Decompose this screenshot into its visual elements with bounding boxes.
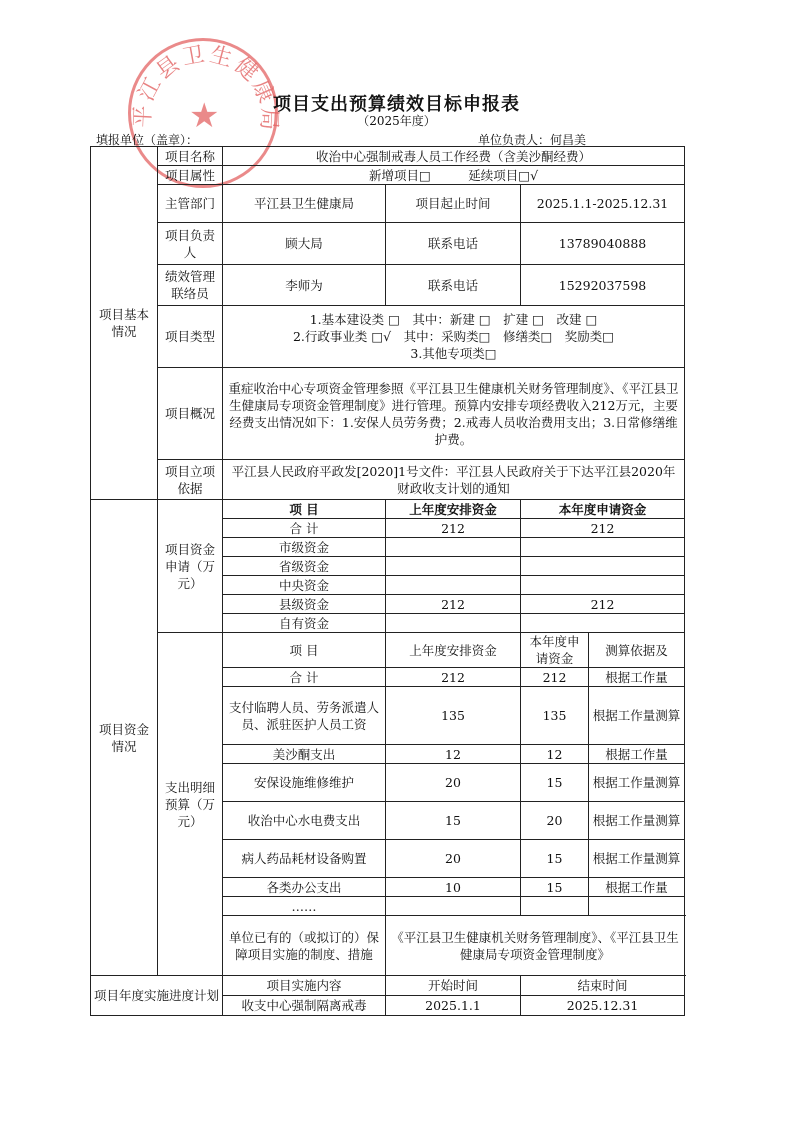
apply-header-last: 上年度安排资金: [386, 500, 521, 519]
dept-value: 平江县卫生健康局: [223, 185, 386, 223]
schedule-header-start: 开始时间: [386, 976, 521, 996]
detail-row-last: 10: [386, 878, 521, 897]
detail-row-item: 病人药品耗材设备购置: [223, 840, 386, 878]
apply-row-item: 自有资金: [223, 614, 386, 633]
detail-row-last: [386, 897, 521, 916]
basis-value: 平江县人民政府平政发[2020]1号文件：平江县人民政府关于下达平江县2020年财政收支计划的通知: [223, 460, 685, 500]
project-type-line: 1.基本建设类 □ 其中：新建 □ 扩建 □ 改建 □: [309, 312, 598, 327]
section-funds-label: 项目资金情况: [91, 500, 158, 976]
detail-row-this: [521, 897, 589, 916]
fund-apply-label: 项目资金申请（万元）: [158, 500, 223, 633]
detail-row-item: 合 计: [223, 668, 386, 687]
overview-label: 项目概况: [158, 368, 223, 460]
page-subtitle: （2025年度）: [357, 114, 436, 128]
apply-row-last: 212: [386, 519, 521, 538]
project-type-line: 3.其他专项类□: [410, 346, 497, 361]
detail-row-this: 12: [521, 745, 589, 764]
apply-row-this: [521, 576, 685, 595]
detail-header-item: 项 目: [223, 633, 386, 668]
detail-row-item: ……: [223, 897, 386, 916]
project-type-label: 项目类型: [158, 306, 223, 368]
lead-phone-value: 13789040888: [521, 223, 685, 265]
detail-row-basis: [589, 897, 685, 916]
project-attr-value: 新增项目□ 延续项目□√: [223, 166, 685, 185]
lead-label: 项目负责人: [158, 223, 223, 265]
schedule-start: 2025.1.1: [386, 996, 521, 1016]
lead-value: 顾大局: [223, 223, 386, 265]
detail-row-basis: 根据工作量测算: [589, 802, 685, 840]
apply-row-last: [386, 557, 521, 576]
project-name-label: 项目名称: [158, 147, 223, 166]
system-value: 《平江县卫生健康机关财务管理制度》、《平江县卫生健康局专项资金管理制度》: [386, 916, 685, 976]
filler-label: 填报单位（盖章）：: [96, 133, 199, 147]
detail-header-this: 本年度申请资金: [521, 633, 589, 668]
period-label: 项目起止时间: [386, 185, 521, 223]
apply-row-last: [386, 576, 521, 595]
perf-contact-value: 李师为: [223, 265, 386, 306]
perf-contact-label: 绩效管理联络员: [158, 265, 223, 306]
lead-phone-label: 联系电话: [386, 223, 521, 265]
detail-row-this: 15: [521, 840, 589, 878]
detail-row-basis: 根据工作量: [589, 668, 685, 687]
apply-row-this: [521, 557, 685, 576]
schedule-header-content: 项目实施内容: [223, 976, 386, 996]
apply-row-this: 212: [521, 595, 685, 614]
svg-text:平江县卫生健康局: 平江县卫生健康局: [131, 41, 281, 134]
detail-row-basis: 根据工作量测算: [589, 764, 685, 802]
project-type-value: [223, 306, 685, 368]
budget-form-table: [90, 146, 685, 1016]
apply-row-this: 212: [521, 519, 685, 538]
apply-row-item: 省级资金: [223, 557, 386, 576]
detail-row-this: 15: [521, 764, 589, 802]
detail-row-this: 15: [521, 878, 589, 897]
project-attr-label: 项目属性: [158, 166, 223, 185]
page-title: 项目支出预算绩效目标申报表: [273, 94, 520, 115]
apply-row-this: [521, 614, 685, 633]
detail-row-last: 20: [386, 840, 521, 878]
seal-star-icon: ★: [189, 96, 220, 136]
section-basic-label: 项目基本情况: [91, 147, 158, 500]
apply-header-this: 本年度申请资金: [521, 500, 685, 519]
project-type-line: 2.行政事业类 □√ 其中：采购类□ 修缮类□ 奖励类□: [292, 329, 615, 344]
detail-row-this: 20: [521, 802, 589, 840]
detail-row-basis: 根据工作量: [589, 878, 685, 897]
basis-label: 项目立项依据: [158, 460, 223, 500]
detail-row-basis: 根据工作量: [589, 745, 685, 764]
schedule-content: 收支中心强制隔离戒毒: [223, 996, 386, 1016]
system-label: 单位已有的（或拟订的）保障项目实施的制度、措施: [223, 916, 386, 976]
detail-header-last: 上年度安排资金: [386, 633, 521, 668]
detail-row-item: 支付临聘人员、劳务派遣人员、派驻医护人员工资: [223, 687, 386, 745]
detail-row-last: 135: [386, 687, 521, 745]
detail-row-item: 安保设施维修维护: [223, 764, 386, 802]
detail-row-last: 12: [386, 745, 521, 764]
apply-row-item: 中央资金: [223, 576, 386, 595]
dept-label: 主管部门: [158, 185, 223, 223]
apply-row-last: [386, 614, 521, 633]
schedule-label: 项目年度实施进度计划: [91, 976, 223, 1016]
schedule-end: 2025.12.31: [521, 996, 685, 1016]
apply-row-item: 合 计: [223, 519, 386, 538]
detail-row-last: 212: [386, 668, 521, 687]
detail-row-this: 135: [521, 687, 589, 745]
apply-row-this: [521, 538, 685, 557]
detail-row-last: 20: [386, 764, 521, 802]
schedule-header-end: 结束时间: [521, 976, 685, 996]
detail-row-item: 各类办公支出: [223, 878, 386, 897]
detail-row-item: 美沙酮支出: [223, 745, 386, 764]
detail-header-basis: 测算依据及: [589, 633, 685, 668]
apply-row-item: 县级资金: [223, 595, 386, 614]
detail-row-last: 15: [386, 802, 521, 840]
detail-row-item: 收治中心水电费支出: [223, 802, 386, 840]
overview-value: 重症收治中心专项资金管理参照《平江县卫生健康机关财务管理制度》、《平江县卫生健康局专项资金管理制度》进行管理。预算内安排专项经费收入212万元，主要经费支出情况如下：1.安保人员劳务费；2.戒毒人员收治费用支出；3.日常修缮维护费。: [223, 368, 685, 460]
detail-row-this: 212: [521, 668, 589, 687]
apply-row-item: 市级资金: [223, 538, 386, 557]
perf-phone-label: 联系电话: [386, 265, 521, 306]
project-name-value: 收治中心强制戒毒人员工作经费（含美沙酮经费）: [223, 147, 685, 166]
apply-row-last: 212: [386, 595, 521, 614]
apply-row-last: [386, 538, 521, 557]
perf-phone-value: 15292037598: [521, 265, 685, 306]
detail-budget-label: 支出明细预算（万元）: [158, 633, 223, 976]
responsible-label: 单位负责人：何昌美: [478, 133, 587, 147]
apply-header-item: 项 目: [223, 500, 386, 519]
detail-row-basis: 根据工作量测算: [589, 840, 685, 878]
period-value: 2025.1.1-2025.12.31: [521, 185, 685, 223]
detail-row-basis: 根据工作量测算: [589, 687, 685, 745]
